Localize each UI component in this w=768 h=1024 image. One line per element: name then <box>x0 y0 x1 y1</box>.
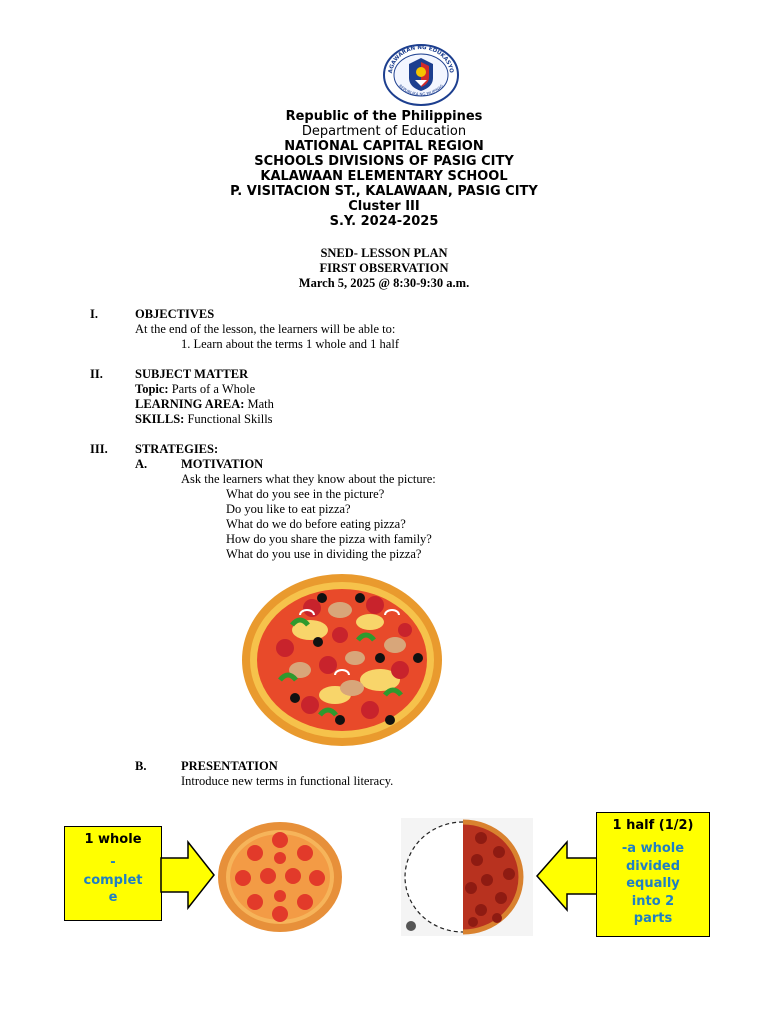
seal-text-bottom: REPUBLIKA NG PILIPINAS <box>397 83 445 97</box>
learning-area-label: LEARNING AREA: <box>135 397 245 411</box>
motivation-question: Do you like to eat pizza? <box>226 502 351 516</box>
half-callout-line: divided <box>625 858 681 874</box>
seal-text-top: AGAWARAN NG EDUKASYO <box>387 44 454 74</box>
topic-label: Topic: <box>135 382 169 396</box>
subject-number: II. <box>90 367 103 381</box>
skills-line <box>135 412 273 427</box>
header-school-year: S.Y. 2024-2025 <box>329 214 439 229</box>
header-department: Department of Education <box>301 124 467 139</box>
header-cluster: Cluster III <box>348 199 420 214</box>
topic-value: Parts of a Whole <box>168 382 256 396</box>
strategies-heading: STRATEGIES: <box>135 442 219 456</box>
right-arrow-icon <box>160 840 216 910</box>
half-callout-line: into 2 <box>631 893 675 909</box>
skills-label: SKILLS: <box>135 412 185 426</box>
pizza-image <box>240 570 444 750</box>
whole-callout-box <box>64 826 162 921</box>
objectives-heading: OBJECTIVES <box>135 307 215 321</box>
plan-date: March 5, 2025 @ 8:30-9:30 a.m. <box>298 276 470 290</box>
subject-heading: SUBJECT MATTER <box>135 367 249 381</box>
whole-pizza-image <box>213 818 347 936</box>
motivation-question: What do you see in the picture? <box>226 487 385 501</box>
whole-callout-line: - <box>110 855 116 870</box>
motivation-question: What do we do before eating pizza? <box>226 517 406 531</box>
motivation-heading: MOTIVATION <box>181 457 264 471</box>
motivation-question: How do you share the pizza with family? <box>226 532 432 546</box>
motivation-intro: Ask the learners what they know about the picture: <box>181 472 436 486</box>
header-school: KALAWAAN ELEMENTARY SCHOOL <box>260 169 508 184</box>
half-pizza-image <box>401 818 533 936</box>
motivation-letter: A. <box>135 457 148 471</box>
presentation-heading: PRESENTATION <box>181 759 278 773</box>
learning-area-line <box>135 397 274 412</box>
half-callout-line: equally <box>626 876 680 891</box>
objectives-intro: At the end of the lesson, the learners will be able to: <box>135 322 396 336</box>
objectives-item: 1. Learn about the terms 1 whole and 1 half <box>181 337 399 351</box>
header-address: P. VISITACION ST., KALAWAAN, PASIG CITY <box>230 184 538 199</box>
plan-title: SNED- LESSON PLAN <box>320 246 448 260</box>
presentation-intro: Introduce new terms in functional literacy. <box>181 774 394 788</box>
header-region: NATIONAL CAPITAL REGION <box>284 139 484 154</box>
skills-value: Functional Skills <box>184 412 273 426</box>
whole-callout-line: complet <box>83 872 143 888</box>
learning-area-value: Math <box>244 397 274 411</box>
whole-callout-line: e <box>108 890 118 905</box>
header-division: SCHOOLS DIVISIONS OF PASIG CITY <box>254 154 514 169</box>
topic-line <box>135 382 255 397</box>
deped-seal <box>382 44 460 106</box>
plan-observation: FIRST OBSERVATION <box>319 261 449 275</box>
motivation-question: What do you use in dividing the pizza? <box>226 547 422 561</box>
half-callout-title: 1 half (1/2) <box>612 818 694 833</box>
whole-callout-title: 1 whole <box>84 832 142 847</box>
half-callout-box <box>596 812 710 937</box>
left-arrow-icon <box>535 840 599 912</box>
objectives-number: I. <box>90 307 98 321</box>
half-callout-line: parts <box>633 911 673 926</box>
presentation-letter: B. <box>135 759 147 773</box>
half-callout-line: -a whole <box>621 841 685 856</box>
strategies-number: III. <box>90 442 108 456</box>
header-republic: Republic of the Philippines <box>285 109 483 124</box>
